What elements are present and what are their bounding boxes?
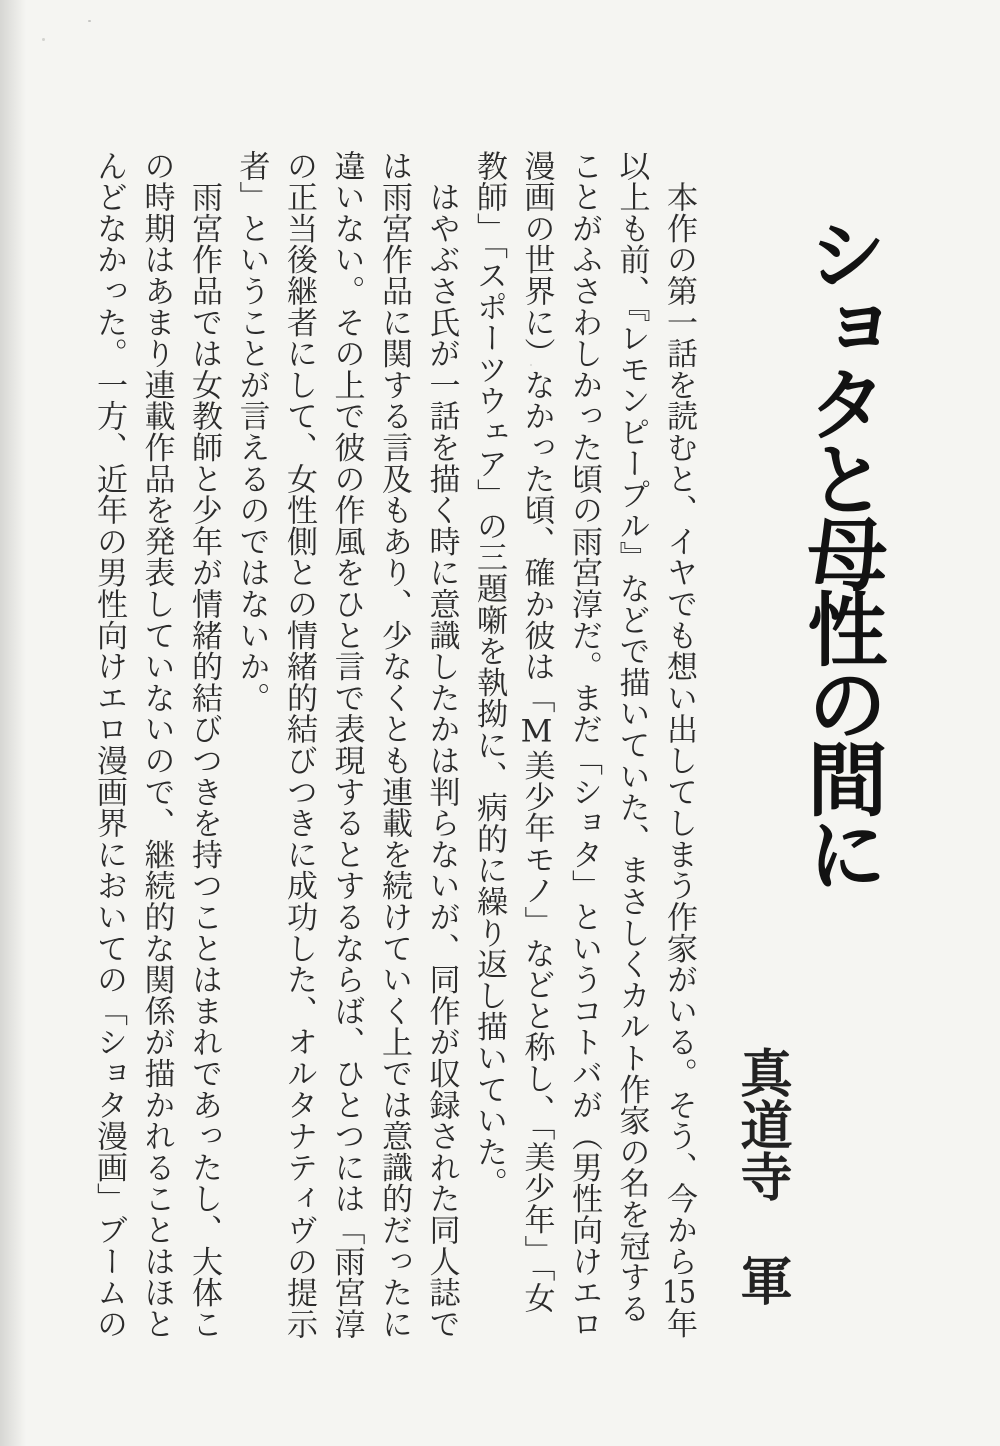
tatechuyoko-number: 15 — [661, 1276, 697, 1308]
body-paragraph: はやぶさ氏が一話を描く時に意識したかは判らないが、同作が収録された同人誌では雨宮作品に関する言及もあり、少なくとも連載を続けていく上では意識的だったに違いない。その上で彼の作風をひと言で表現するとするならば、ひとつには「雨宮淳の正当後継者にして、女性側との情緒的結びつきに成功した、オルタナティヴの提示者」ということが言えるのではないか。 — [233, 150, 460, 1340]
scan-edge-shadow — [0, 0, 26, 1446]
body-paragraph: 本作の第一話を読むと、イヤでも想い出してしまう作家がいる。そう、今から15年以上も前、『レモンピープル』などで描いていた、まさしくカルト作家の名を冠することがふさわしかった頃の雨宮淳だ。まだ「ショタ」というコトバが（男性向けエロ漫画の世界に）なかった頃、確か彼は「M美少年モノ」などと称し、「美少年」「女教師」「スポーツウェア」の三題噺を執拗に、病的に繰り返し描いていた。 — [471, 150, 697, 1340]
scan-speck — [88, 20, 91, 22]
essay-title: ショタと母性の間に — [794, 213, 888, 888]
essay-body — [80, 150, 702, 1342]
scan-speck — [42, 38, 45, 41]
author-name: 真道寺 軍 — [731, 1046, 791, 1306]
body-paragraph: 雨宮作品では女教師と少年が情緒的結びつきを持つことはまれであったし、大体この時期はあまり連載作品を発表していないので、継続的な関係が描かれることはほとんどなかった。一方、近年の男性向けエロ漫画界においての「ショタ漫画」ブームの — [91, 150, 222, 1340]
